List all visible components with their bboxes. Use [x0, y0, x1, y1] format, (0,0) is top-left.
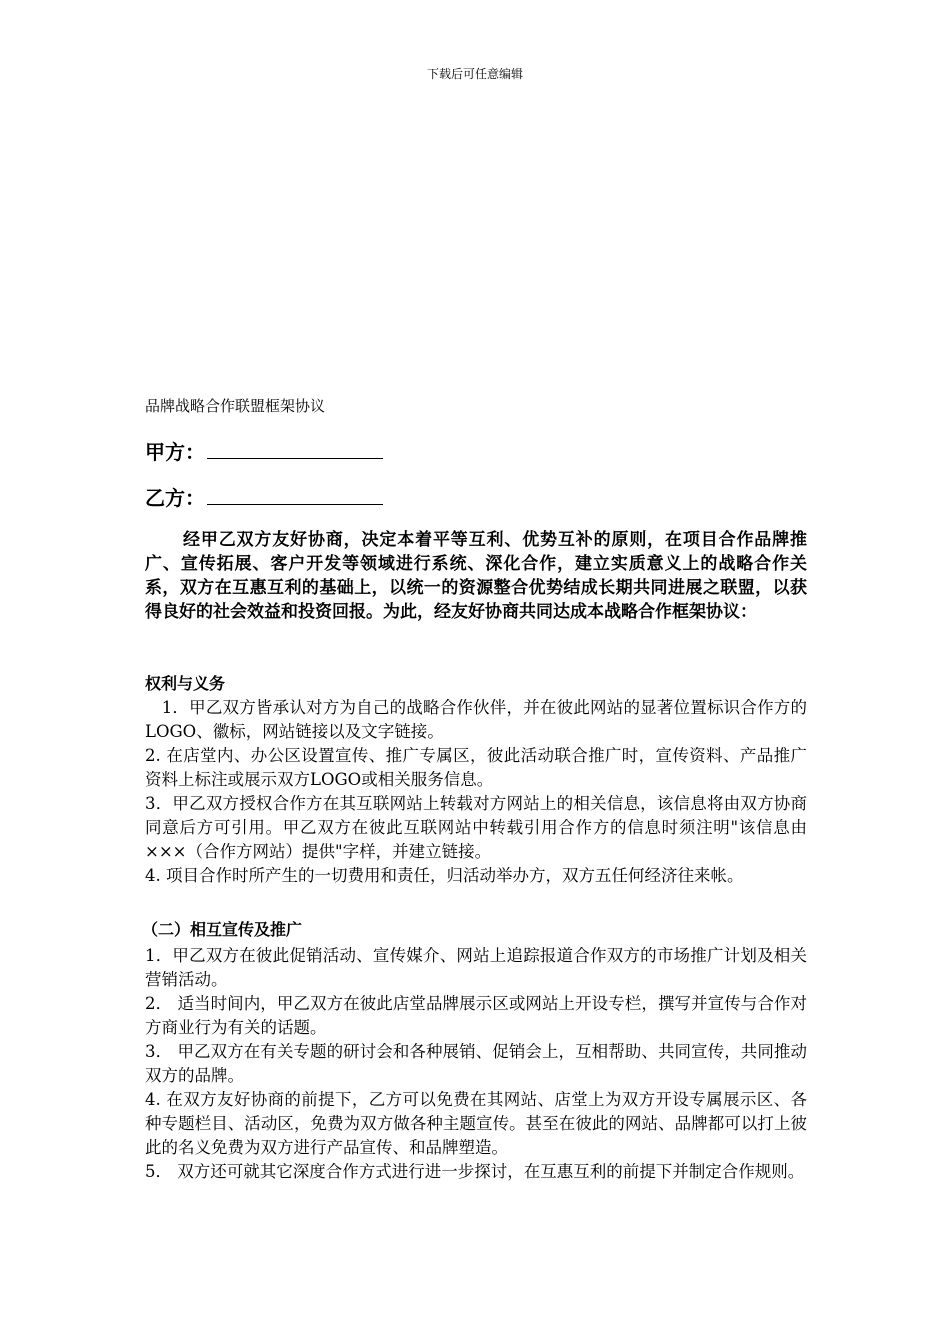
party-b-line: [145, 484, 383, 511]
document-title: 品牌战略合作联盟框架协议: [145, 397, 326, 415]
section1-item: 4. 项目合作时所产生的一切费用和责任，归活动举办方，双方五任何经济往来帐。: [145, 866, 744, 885]
intro-paragraph: 经甲乙双方友好协商，决定本着平等互利、优势互补的原则，在项目合作品牌推广、宣传拓展、客户开发等领域进行系统、深化合作，建立实质意义上的战略合作关系，双方在互惠互利的基础上，以统一的资源整合优势结成长期共同进展之联盟，以获得良好的社会效益和投资回报。为此，经友好协商共同达成本战略合作框架协议：: [145, 530, 807, 622]
section2-heading: （二）相互宣传及推广: [142, 920, 303, 939]
party-a-blank: [207, 438, 383, 459]
section2-item: 4. 在双方友好协商的前提下，乙方可以免费在其网站、店堂上为双方开设专属展示区、各种专题栏目、活动区，免费为双方做各种主题宣传。甚至在彼此的网站、品牌都可以打上彼此的名义免费为双方进行产品宣传、和品牌塑造。: [145, 1090, 807, 1157]
section2-item: 2． 适当时间内，甲乙双方在彼此店堂品牌展示区或网站上开设专栏，撰写并宣传与合作对方商业行为有关的话题。: [145, 994, 807, 1037]
section1-item: 1．甲乙双方皆承认对方为自己的战略合作伙伴，并在彼此网站的显著位置标识合作方的LOGO、徽标，网站链接以及文字链接。: [145, 698, 807, 741]
party-a-line: [145, 438, 383, 465]
section1-item: 3．甲乙双方授权合作方在其互联网站上转载对方网站上的相关信息，该信息将由双方协商同意后方可引用。甲乙双方在彼此互联网站中转载引用合作方的信息时须注明"该信息由×××（合作方网站）提供"字样，并建立链接。: [145, 794, 807, 861]
section2-item: 1．甲乙双方在彼此促销活动、宣传媒介、网站上追踪报道合作双方的市场推广计划及相关营销活动。: [145, 946, 807, 989]
party-a-label: 甲方：: [145, 440, 205, 464]
header-note: 下载后可任意编辑: [426, 67, 523, 81]
section2-item: 3． 甲乙双方在有关专题的研讨会和各种展销、促销会上，互相帮助、共同宣传，共同推动双方的品牌。: [145, 1042, 807, 1085]
party-b-blank: [207, 484, 383, 505]
party-b-label: 乙方：: [145, 486, 205, 510]
section1-item: 2. 在店堂内、办公区设置宣传、推广专属区，彼此活动联合推广时，宣传资料、产品推广资料上标注或展示双方LOGO或相关服务信息。: [145, 746, 807, 789]
section1-heading: 权利与义务: [145, 674, 226, 693]
section2-list: [145, 944, 807, 1184]
section2-item: 5． 双方还可就其它深度合作方式进行进一步探讨，在互惠互利的前提下并制定合作规则。: [145, 1162, 805, 1181]
section1-list: [145, 696, 807, 888]
